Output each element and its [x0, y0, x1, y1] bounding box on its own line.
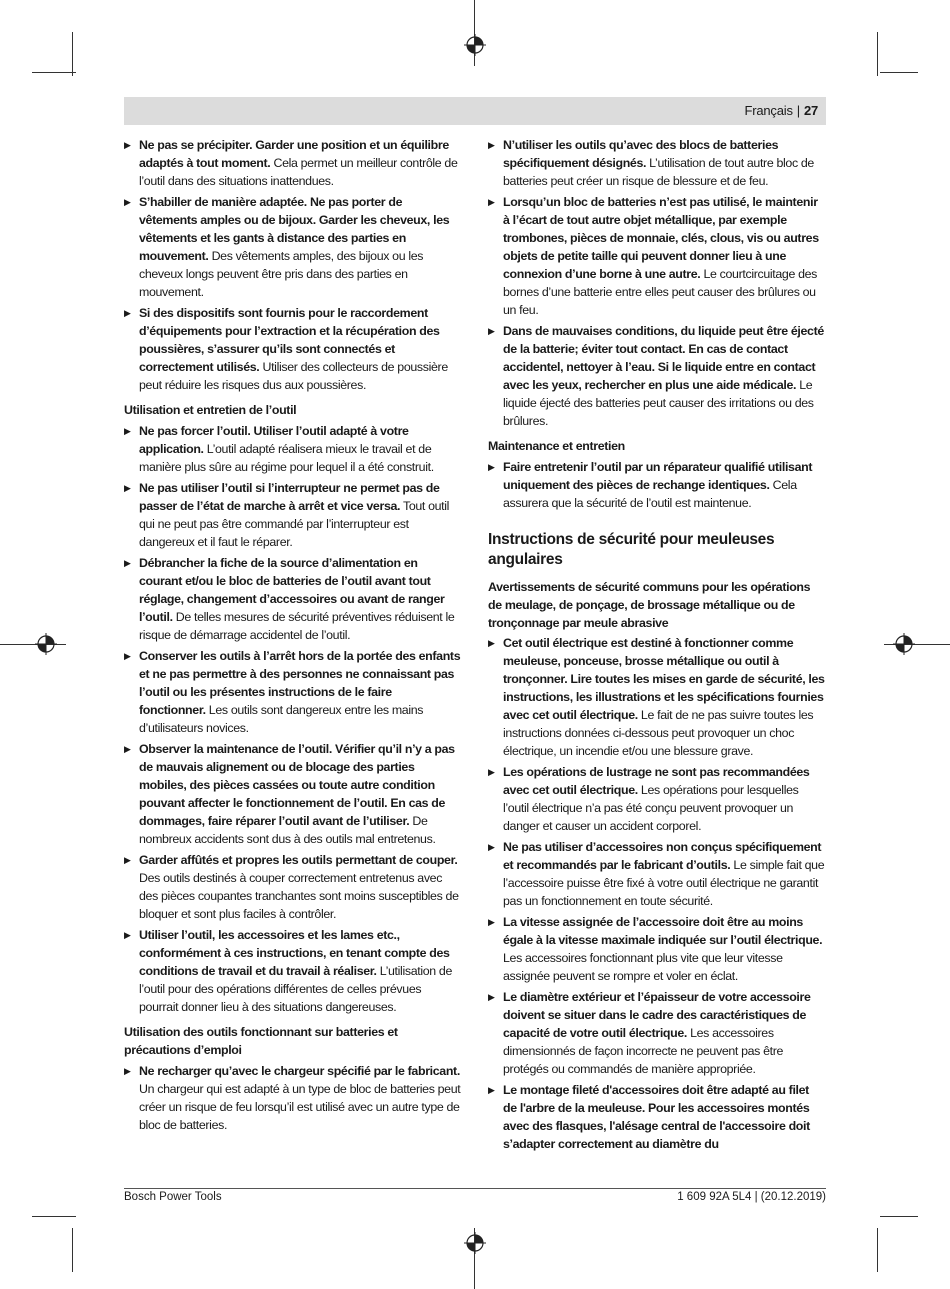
bullet-bold-text: Le montage fileté d'accessoires doit être adapté au filet de l'arbre de la meuleuse. Pour les accessoires montés avec des flasques, l'alésage central de l'accessoire doit s’adapter correctement au diamètre du [503, 1083, 810, 1151]
subhead-batteries: Utilisation des outils fonctionnant sur batteries et précautions d’emploi [124, 1025, 398, 1057]
bullet-bold-text: Dans de mauvaises conditions, du liquide peut être éjecté de la batterie; éviter tout contact. En cas de contact accidentel, nettoyer à l’eau. Si le liquide entre en contact avec les yeux, rechercher en plus une aide médicale. [503, 324, 824, 392]
bullet-item [124, 1062, 461, 1134]
bullet-body-text: De nombreux accidents sont dus à des outils mal entretenus. [139, 814, 436, 846]
bullet-body-text: Utiliser des collecteurs de poussière peut réduire les risques dus aux poussières. [139, 360, 448, 392]
bullet-bold-text: N’utiliser les outils qu’avec des blocs de batteries spécifiquement désignés. [503, 138, 779, 170]
right-items-b [488, 458, 825, 512]
crop-mark-top-left-h [32, 72, 76, 73]
bullet-body-text: Un chargeur qui est adapté à un type de bloc de batteries peut créer un risque de feu lorsqu’il est utilisé avec un autre type de bloc de batteries. [139, 1082, 461, 1132]
bullet-body-text: Le fait de ne pas suivre toutes les instructions données ci-dessous peut provoquer un choc électrique, un incendie et/ou une blessure grave. [503, 708, 814, 758]
bullet-body-text: L’outil adapté réalisera mieux le travail et de manière plus sûre au régime pour lequel il a été construit. [139, 442, 434, 474]
bullet-item [488, 838, 825, 910]
registration-mark-bottom-icon [464, 1232, 486, 1254]
bullet-bold-text: Garder affûtés et propres les outils permettant de couper. [139, 853, 458, 867]
bullet-bold-text: Les opérations de lustrage ne sont pas recommandées avec cet outil électrique. [503, 765, 810, 797]
bullet-item [488, 634, 825, 760]
page-header [124, 97, 826, 125]
bullet-bold-text: Utiliser l’outil, les accessoires et les lames etc., conformément à ces instructions, en tenant compte des conditions de travail et du travail à réaliser. [139, 928, 450, 978]
crop-mark-bottom-left-h [32, 1216, 76, 1217]
bullet-body-text: Les accessoires dimensionnés de façon incorrecte ne peuvent pas être protégés ou commandés de manière appropriée. [503, 1026, 784, 1076]
registration-line-top [474, 0, 475, 66]
left-items-a [124, 136, 461, 394]
right-column [488, 136, 825, 1156]
bullet-body-text: Le simple fait que l’accessoire puisse être fixé à votre outil électrique ne garantit pas un fonctionnement en toute sécurité. [503, 858, 825, 908]
registration-mark-top-icon [464, 34, 486, 56]
bullet-bold-text: Ne pas utiliser d’accessoires non conçus spécifiquement et recommandés par le fabricant d’outils. [503, 840, 822, 872]
bullet-body-text: L’utilisation de l’outil pour des opérations différentes de celles prévues pourrait donner lieu à des situations dangereuses. [139, 964, 452, 1014]
crop-mark-bottom-right-h [880, 1216, 918, 1217]
crop-mark-top-right-v [877, 32, 878, 76]
bullet-body-text: Les outils sont dangereux entre les mains d’utilisateurs novices. [139, 703, 424, 735]
bullet-bold-text: Si des dispositifs sont fournis pour le raccordement d’équipements pour l’extraction et la récupération des poussières, s’assurer qu’ils sont connectés et correctement utilisés. [139, 306, 440, 374]
bullet-bold-text: Ne pas se précipiter. Garder une position et un équilibre adaptés à tout moment. [139, 138, 449, 170]
bullet-body-text: Le courtcircuitage des bornes d’une batterie entre elles peut causer des brûlures ou un feu. [503, 267, 818, 317]
bullet-item [124, 136, 461, 190]
bullet-item [488, 193, 825, 319]
bullet-body-text: Tout outil qui ne peut pas être commandé par l’interrupteur est dangereux et il faut le réparer. [139, 499, 450, 549]
subhead-maintenance: Maintenance et entretien [488, 439, 625, 453]
left-items-b [124, 422, 461, 1016]
header-label [745, 103, 819, 118]
right-items-c [488, 634, 825, 1153]
bullet-body-text: L’utilisation de tout autre bloc de batteries peut créer un risque de blessure et de feu. [503, 156, 814, 188]
bullet-bold-text: Cet outil électrique est destiné à fonctionner comme meuleuse, ponceuse, brosse métallique ou outil à tronçonner. Lire toutes les mises en garde de sécurité, les instructions, les illustrations et les spécifications fournies avec cet outil électrique. [503, 636, 825, 722]
bullet-item [124, 554, 461, 644]
bullet-body-text: Cela permet un meilleur contrôle de l’outil dans des situations inattendues. [139, 156, 458, 188]
bullet-item [488, 458, 825, 512]
registration-mark-left-icon [35, 633, 57, 655]
bullet-bold-text: Lorsqu’un bloc de batteries n’est pas utilisé, le maintenir à l’écart de tout autre objet métallique, par exemple trombones, pièces de monnaie, clés, clous, vis ou autres objets de petite taille qui peuvent donner lieu à une connexion d’une borne à une autre. [503, 195, 819, 281]
crop-mark-top-right-h [880, 72, 918, 73]
bullet-body-text: Les accessoires fonctionnant plus vite que leur vitesse assignée peuvent se rompre et voler en éclat. [503, 951, 783, 983]
warning-heading: Avertissements de sécurité communs pour les opérations de meulage, de ponçage, de brossage métallique ou de tronçonnage par meule abrasive [488, 580, 811, 630]
bullet-bold-text: Le diamètre extérieur et l’épaisseur de votre accessoire doivent se situer dans le cadre des caractéristiques de capacité de votre outil électrique. [503, 990, 811, 1040]
bullet-bold-text: S’habiller de manière adaptée. Ne pas porter de vêtements amples ou de bijoux. Garder les cheveux, les vêtements et les gants à distance des parties en mouvement. [139, 195, 450, 263]
bullet-bold-text: La vitesse assignée de l’accessoire doit être au moins égale à la vitesse maximale indiquée sur l’outil électrique. [503, 915, 823, 947]
bullet-item [124, 647, 461, 737]
footer-doc-id: 1 609 92A 5L4 | (20.12.2019) [677, 1191, 826, 1203]
page-number: 27 [803, 103, 818, 118]
bullet-body-text: Cela assurera que la sécurité de l’outil est maintenue. [503, 478, 797, 510]
bullet-bold-text: Ne pas forcer l’outil. Utiliser l’outil adapté à votre application. [139, 424, 409, 456]
bullet-bold-text: Observer la maintenance de l’outil. Vérifier qu’il n’y a pas de mauvais alignement ou de blocage des parties mobiles, des pièces cassées ou toute autre condition pouvant affecter le fonctionnement de l’outil. En cas de dommages, faire réparer l’outil avant de l’utiliser. [139, 742, 455, 828]
bullet-body-text: Des vêtements amples, des bijoux ou les cheveux longs peuvent être pris dans des parties en mouvement. [139, 249, 424, 299]
bullet-body-text: De telles mesures de sécurité préventives réduisent le risque de démarrage accidentel de l’outil. [139, 610, 455, 642]
footer-brand: Bosch Power Tools [124, 1191, 222, 1203]
registration-mark-right-icon [893, 633, 915, 655]
bullet-item [124, 422, 461, 476]
crop-mark-top-left-v [72, 32, 73, 76]
bullet-item [488, 322, 825, 430]
right-items-a [488, 136, 825, 430]
bullet-item [124, 193, 461, 301]
bullet-item [488, 136, 825, 190]
bullet-bold-text: Faire entretenir l’outil par un réparateur qualifié utilisant uniquement des pièces de rechange identiques. [503, 460, 813, 492]
section-title: Instructions de sécurité pour meuleuses angulaires [488, 531, 775, 568]
bullet-body-text: Des outils destinés à couper correctement entretenus avec des pièces coupantes tranchantes sont moins susceptibles de bloquer et sont plus faciles à contrôler. [139, 871, 459, 921]
bullet-bold-text: Débrancher la fiche de la source d’alimentation en courant et/ou le bloc de batteries de l’outil avant tout réglage, changement d’accessoires ou avant de ranger l’outil. [139, 556, 445, 624]
left-column [124, 136, 461, 1137]
crop-mark-bottom-right-v [877, 1228, 878, 1272]
bullet-item [488, 763, 825, 835]
bullet-item [124, 479, 461, 551]
bullet-item [124, 740, 461, 848]
bullet-body-text: Les opérations pour lesquelles l’outil électrique n’a pas été conçu peuvent provoquer un danger et causer un accident corporel. [503, 783, 799, 833]
left-items-c [124, 1062, 461, 1134]
bullet-body-text: Le liquide éjecté des batteries peut causer des irritations ou des brûlures. [503, 378, 814, 428]
subhead-utilisation-entretien: Utilisation et entretien de l’outil [124, 403, 297, 417]
bullet-bold-text: Ne pas utiliser l’outil si l’interrupteur ne permet pas de passer de l’état de marche à arrêt et vice versa. [139, 481, 440, 513]
bullet-bold-text: Conserver les outils à l’arrêt hors de la portée des enfants et ne pas permettre à des personnes ne connaissant pas l’outil ou les présentes instructions de le faire fonctionner. [139, 649, 461, 717]
bullet-bold-text: Ne recharger qu’avec le chargeur spécifié par le fabricant. [139, 1064, 460, 1078]
bullet-item [124, 851, 461, 923]
bullet-item [488, 913, 825, 985]
header-separator: | [796, 103, 800, 118]
crop-mark-bottom-left-v [72, 1228, 73, 1272]
bullet-item [488, 1081, 825, 1153]
bullet-item [488, 988, 825, 1078]
footer-rule [124, 1188, 826, 1189]
bullet-item [124, 926, 461, 1016]
header-language: Français [744, 103, 793, 118]
bullet-item [124, 304, 461, 394]
